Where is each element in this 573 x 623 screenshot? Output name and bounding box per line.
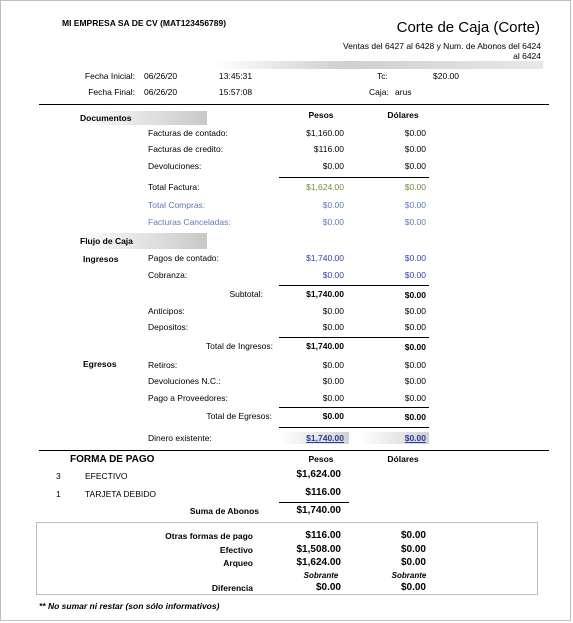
total-factura-label: Total Factura: <box>148 182 200 192</box>
pagos-contado-label: Pagos de contado: <box>148 253 219 263</box>
pago-proveedores-label: Pago a Proveedores: <box>148 393 228 403</box>
depositos-pesos: $0.00 <box>322 322 344 332</box>
company-name: MI EMPRESA SA DE CV (MAT123456789) <box>62 18 227 28</box>
facturas-canceladas-label: Facturas Canceladas: <box>148 217 231 227</box>
sobrante-pesos: Sobrante <box>303 571 339 580</box>
efectivo-dolares: $0.00 <box>400 544 426 555</box>
caja-label: Caja: <box>369 87 389 97</box>
cobranza-label: Cobranza: <box>148 270 188 280</box>
otras-formas-pesos: $116.00 <box>305 530 341 541</box>
total-ingresos-label: Total de Ingresos: <box>205 341 273 351</box>
fecha-final-date: 06/26/20 <box>144 87 178 97</box>
retiros-pesos: $0.00 <box>322 360 344 370</box>
arqueo-label: Arqueo <box>223 558 253 568</box>
report-subtitle-line1: Ventas del 6427 al 6428 y Num. de Abonos del 6424 <box>342 41 541 51</box>
total-ingresos-dolares: $0.00 <box>404 342 426 352</box>
efectivo-pesos: $1,508.00 <box>296 544 341 555</box>
forma-pago-col-pesos: Pesos <box>308 454 334 464</box>
total-egresos-label: Total de Egresos: <box>206 411 272 421</box>
facturas-contado-pesos: $1,160.00 <box>306 128 344 138</box>
documentos-total-rule <box>279 177 429 178</box>
anticipos-label: Anticipos: <box>148 306 185 316</box>
devoluciones-label: Devoluciones: <box>148 161 202 171</box>
devoluciones-nc-dolares: $0.00 <box>404 376 426 386</box>
ingresos-label: Ingresos <box>83 254 119 264</box>
report-title: Corte de Caja (Corte) <box>396 19 540 36</box>
total-egresos-dolares: $0.00 <box>404 412 426 422</box>
subtotal-pesos: $1,740.00 <box>306 289 344 299</box>
flujo-divider <box>39 450 549 451</box>
dinero-existente-pesos: $1,740.00 <box>306 433 344 443</box>
anticipos-pesos: $0.00 <box>322 306 344 316</box>
forma-pago-name-0: EFECTIVO <box>85 471 128 481</box>
pagos-contado-dolares: $0.00 <box>404 253 426 263</box>
otras-formas-label: Otras formas de pago <box>165 531 253 541</box>
forma-pago-name-1: TARJETA DEBIDO <box>85 489 157 499</box>
dinero-rule <box>279 427 429 428</box>
header-divider <box>39 104 549 105</box>
subtotal-label: Subtotal: <box>229 289 263 299</box>
egresos-label: Egresos <box>83 359 117 369</box>
arqueo-pesos: $1,624.00 <box>296 557 341 568</box>
cobranza-dolares: $0.00 <box>404 270 426 280</box>
depositos-label: Depositos: <box>148 322 189 332</box>
otras-formas-dolares: $0.00 <box>400 530 426 541</box>
ingresos-total-rule <box>279 337 429 338</box>
diferencia-label: Diferencia <box>211 583 253 593</box>
devoluciones-nc-pesos: $0.00 <box>322 376 344 386</box>
retiros-dolares: $0.00 <box>404 360 426 370</box>
forma-pago-qty-0: 3 <box>56 471 61 481</box>
anticipos-dolares: $0.00 <box>404 306 426 316</box>
arqueo-dolares: $0.00 <box>400 557 426 568</box>
devoluciones-pesos: $0.00 <box>322 161 344 171</box>
devoluciones-dolares: $0.00 <box>404 161 426 171</box>
fecha-final-label: Fecha Final: <box>88 87 135 97</box>
facturas-credito-dolares: $0.00 <box>404 144 426 154</box>
dinero-existente-label: Dinero existente: <box>148 433 212 443</box>
fecha-inicial-time: 13:45:31 <box>219 71 253 81</box>
fecha-inicial-date: 06/26/20 <box>144 71 178 81</box>
tc-value: $20.00 <box>433 71 459 81</box>
devoluciones-nc-label: Devoluciones N.C.: <box>148 376 221 386</box>
depositos-dolares: $0.00 <box>404 322 426 332</box>
footnote: ** No sumar ni restar (son sólo informativos) <box>39 601 220 611</box>
total-factura-pesos: $1,624.00 <box>306 182 344 192</box>
efectivo-label: Efectivo <box>219 545 253 555</box>
facturas-contado-dolares: $0.00 <box>404 128 426 138</box>
facturas-contado-label: Facturas de contado: <box>148 128 228 138</box>
forma-pago-qty-1: 1 <box>56 489 61 499</box>
forma-pago-pesos-1: $116.00 <box>305 487 341 498</box>
suma-abonos-value: $1,740.00 <box>296 505 341 516</box>
subtotal-rule <box>279 285 429 286</box>
report-subtitle-line2: al 6424 <box>513 51 541 61</box>
forma-pago-label: FORMA DE PAGO <box>70 454 155 465</box>
total-ingresos-pesos: $1,740.00 <box>306 341 344 351</box>
col-dolares-header: Dólares <box>387 110 419 120</box>
tc-label: Tc: <box>377 71 388 81</box>
total-compras-dolares: $0.00 <box>404 200 426 210</box>
suma-abonos-label: Suma de Abonos <box>189 506 259 516</box>
cobranza-pesos: $0.00 <box>322 270 344 280</box>
sobrante-dolares: Sobrante <box>391 571 427 580</box>
pago-proveedores-dolares: $0.00 <box>404 393 426 403</box>
forma-pago-pesos-0: $1,624.00 <box>296 469 341 480</box>
col-pesos-header: Pesos <box>308 110 334 120</box>
header-shade-bar <box>213 61 543 69</box>
facturas-canceladas-dolares: $0.00 <box>404 217 426 227</box>
pagos-contado-pesos: $1,740.00 <box>306 253 344 263</box>
forma-pago-col-dolares: Dólares <box>387 454 419 464</box>
flujo-label: Flujo de Caja <box>80 236 133 246</box>
documentos-label: Documentos <box>80 113 132 123</box>
subtotal-dolares: $0.00 <box>404 290 426 300</box>
suma-rule <box>279 502 349 503</box>
facturas-canceladas-pesos: $0.00 <box>322 217 344 227</box>
diferencia-dolares: $0.00 <box>400 582 426 593</box>
egresos-total-rule <box>279 407 429 408</box>
facturas-credito-pesos: $116.00 <box>313 144 344 154</box>
total-compras-label: Total Compras: <box>148 200 206 210</box>
caja-value: arus <box>395 87 412 97</box>
fecha-final-time: 15:57:08 <box>219 87 253 97</box>
total-egresos-pesos: $0.00 <box>322 411 344 421</box>
total-factura-dolares: $0.00 <box>404 182 426 192</box>
dinero-existente-dolares: $0.00 <box>404 433 426 443</box>
fecha-inicial-label: Fecha Inicial: <box>84 71 135 81</box>
total-compras-pesos: $0.00 <box>322 200 344 210</box>
facturas-credito-label: Facturas de credito: <box>148 144 224 154</box>
pago-proveedores-pesos: $0.00 <box>322 393 344 403</box>
diferencia-pesos: $0.00 <box>315 582 341 593</box>
retiros-label: Retiros: <box>148 360 178 370</box>
